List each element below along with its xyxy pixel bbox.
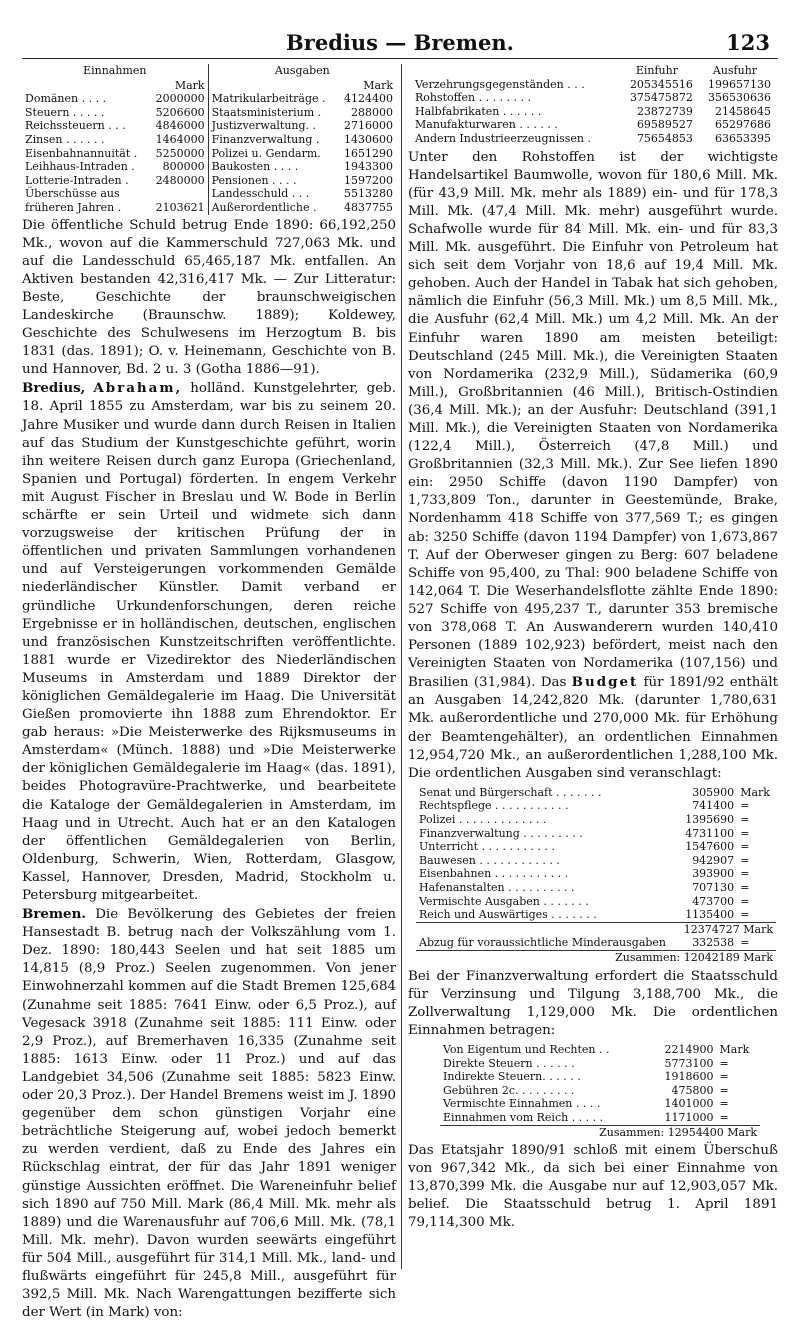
table-row [412,132,774,146]
table-row [412,78,774,92]
import-value: 75654853 [636,131,693,145]
income-value: 800000 [162,160,205,174]
expense-category: Unterricht . . . . . . . . . . . [419,840,555,854]
table-row [416,786,776,800]
table-row [440,1097,760,1111]
expense-unit: = [740,867,750,881]
expense-category: Senat und Bürgerschaft . . . . . . . [419,785,602,799]
export-value: 65297686 [715,118,771,132]
table-row [416,867,776,881]
table-row [22,106,396,120]
income-item: Zinsen . . . . . . [25,132,105,146]
expense-category: Vermischte Ausgaben . . . . . . . [419,894,589,908]
expense-category: Bauwesen . . . . . . . . . . . . [419,853,560,867]
expense-amount: 1395690 [685,813,735,827]
import-value: 375475872 [629,91,693,105]
deduction-label: Abzug für voraussichtliche Minderausgaben [419,936,667,950]
budget-term: Budget [571,674,639,691]
entry-heading-bremen: Bremen. [22,906,86,923]
expense-unit: = [740,826,750,840]
revenue-category: Indirekte Steuern. . . . . . [443,1070,581,1084]
trade-category: Halbfabrikaten . . . . . . [415,104,542,118]
revenue-category: Gebühren 2c. . . . . . . . . [443,1083,575,1097]
paragraph-bremen [22,905,396,1322]
income-value: 2000000 [155,92,205,106]
deduction-value: 332538 [692,936,735,950]
table-row [412,91,774,105]
income-unit: Mark [174,78,205,92]
table-row [22,160,396,174]
income-item: Überschüsse aus [25,187,120,201]
table-row [416,799,776,813]
expense-category: Finanzverwaltung . . . . . . . . . [419,826,583,840]
expense-amount: 942907 [692,853,735,867]
expense-value: 288000 [351,105,393,119]
expense-unit: = [740,840,750,854]
expense-item: Außerordentliche . [208,201,337,215]
expense-item: Landesschuld . . . [208,187,337,201]
table-row [416,895,776,909]
expense-unit: = [740,881,750,894]
expenses-total: 12042189 [683,950,740,964]
expense-item: Matrikularbeiträge . [208,92,337,106]
expense-item: Pensionen . . . . [208,174,337,188]
table-row [22,201,396,215]
table-row [22,133,396,147]
table-row [416,908,776,922]
table-row [416,813,776,827]
paragraph-finance: Bei der Finanzverwaltung erfordert die Staatsschuld für Verzinsung und Tilgung 3,188,700 Mk., die Zollverwaltung 1,129,000 Mk. Die ordentlichen Einnahmen betragen: [408,968,778,1038]
paragraph-fiscal-year: Das Etatsjahr 1890/91 schloß mit einem Überschuß von 967,342 Mk., da sich bei einer Einnahme von 13,870,399 Mk. die Ausgabe nur auf 12,903,057 Mk. belief. Die Staatsschuld betrug 1. April 1891 79,114,300 Mk. [408,1143,778,1231]
import-heading: Einfuhr [635,64,678,77]
expense-value: 4124400 [344,92,393,106]
revenue-unit: = [719,1056,729,1070]
expense-amount: 1135400 [685,908,735,922]
expense-amount: 305900 [692,785,735,799]
export-value: 63653395 [715,131,771,145]
import-value: 23872739 [636,104,693,118]
expense-amount: 1547600 [685,840,735,854]
income-value: 2103621 [155,200,205,214]
expense-item: Justizverwaltung. . [208,119,337,133]
revenue-unit: = [719,1083,729,1097]
table-row [440,1057,760,1071]
table-row [22,119,396,133]
budget-text: für 1891/92 enthält an Ausgaben 14,242,820 Mk. (darunter 1,780,631 Mk. außerordentliche und 270,000 Mk. für Erhöhung der Beamtengehälter), an ordentlichen Einnahmen 12,954,720 Mk., an außerordentlichen 1,288,100 Mk. Die ordentlichen Ausgaben sind veranschlagt: [408,675,778,781]
entry-name: Abraham, [93,380,183,397]
income-heading: Einnahmen [83,64,147,77]
revenue-amount: 1401000 [664,1097,714,1111]
income-value: 5206600 [155,105,205,119]
expense-unit: = [740,853,750,867]
expense-amount: 473700 [692,894,735,908]
expense-unit: Mark [363,78,393,92]
expense-heading: Ausgaben [208,64,396,79]
expense-amount: 4731100 [685,826,735,840]
expense-category: Polizei . . . . . . . . . . . . . [419,813,547,827]
table-row [416,840,776,854]
revenues-total-label: Zusammen: [599,1125,665,1139]
trade-category: Verzehrungsgegenständen . . . [415,77,585,91]
paragraph-trade [408,149,778,783]
running-title: Bredius — Bremen. [286,30,514,55]
expense-unit: = [740,799,750,813]
revenue-unit: = [719,1097,729,1111]
expense-unit: = [740,908,750,922]
right-column [408,64,778,1233]
expenses-sum-unit: Mark [743,922,773,936]
revenue-category: Vermischte Einnahmen . . . . [443,1097,601,1111]
expenses-sum: 12374727 [683,922,740,936]
expense-amount: 393900 [692,867,735,881]
income-item: Eisenbahnannuität . [25,146,138,160]
revenue-unit: = [719,1110,729,1124]
revenue-category: Direkte Steuern . . . . . . [443,1056,575,1070]
page-header [22,28,778,59]
trade-category: Rohstoffen . . . . . . . . [415,91,532,105]
expense-value: 4837755 [344,200,393,214]
expense-amount: 741400 [692,799,735,813]
export-heading: Ausfuhr [712,64,758,77]
revenue-unit: Mark [719,1042,750,1056]
trade-category: Manufakturwaren . . . . . . [415,118,558,132]
revenues-total-unit: Mark [727,1125,757,1139]
table-row [440,1111,760,1125]
trade-category: Andern Industrieerzeugnissen . [415,131,592,145]
table-row [412,105,774,119]
import-value: 69589527 [636,118,693,132]
expense-amount: 707130 [692,881,735,894]
income-item: Leihhaus-Intraden . [25,160,135,174]
table-row [412,118,774,132]
income-item: Lotterie-Intraden . [25,173,129,187]
expense-value: 1597200 [344,173,393,187]
trade-table [412,64,774,146]
expense-item: Baukosten . . . . [208,160,337,174]
table-row [416,854,776,868]
revenue-unit: = [719,1070,729,1084]
revenue-amount: 5773100 [664,1056,714,1070]
entry-text-bredius: holländ. Kunstgelehrter, geb. 18. April 1855 zu Amsterdam, war bis zu seinem 20. Jahre Musiker und wurde dann durch Reisen in Italien auf das Studium der Kunstgeschichte geführt, worin ihn weitere Reisen durch ganz Europa (Griechenland, Spanien und Portugal) förderten. In engem Verkehr mit August Fischer in Breslau und W. Bode in Berlin schärfte er sein Urteil und widmete sich dann vorzugsweise der kritischen Prüfung der in öffentlichen und privaten Sammlungen vorhandenen und auf Versteigerungen vorkommenden Gemälde niederländischer Künstler. Damit verband er gründliche Urkundenforschungen, deren reiche Ergebnisse er in holländischen, deutschen, englischen und französischen Kunstzeitschriften veröffentlichte. 1881 wurde er Vizedirektor des Niederländischen Museums in Amsterdam und 1889 Direktor der königlichen Gemäldegalerie im Haag. Die Universität Gießen promovierte ihn 1888 zum Ehrendoktor. Er gab heraus: »Die Meisterwerke des Rijksmuseums in Amsterdam« (Münch. 1888) und »Die Meisterwerke der königlichen Gemäldegalerie im Haag« (das. 1891), beides Photogravüre-Prachtwerke, und bearbeitete die Kataloge der Gemäldegalerien in Amsterdam, im Haag und in Utrecht. Auch hat er an den Katalogen der öffentlichen Gemäldegalerien von Berlin, Oldenburg, Schwerin, Wien, Rotterdam, Glasgow, Kassel, Hannover, Dresden, Madrid, Stockholm u. Petersburg mitgearbeitet. [22,381,396,903]
entry-heading-bredius: Bredius, [22,380,86,397]
revenue-amount: 1171000 [664,1110,714,1124]
income-value: 4846000 [155,119,205,133]
expense-unit: = [740,894,750,908]
income-value [149,187,208,201]
expenses-total-unit: Mark [743,950,773,964]
expenses-table [416,786,776,965]
expense-value: 1943300 [344,160,393,174]
paragraph-debt: Die öffentliche Schuld betrug Ende 1890: 66,192,250 Mk., wovon auf die Kammerschuld 727,063 Mk. und auf die Landesschuld 65,465,187 Mk. entfallen. An Aktiven bestanden 42,316,417 Mk. — Zur Litteratur: Beste, Geschichte der braunschweigischen Landeskirche (Braunschw. 1889); Koldewey, Geschichte des Schulwesens im Herzogtum B. bis 1831 (das. 1891); O. v. Heinemann, Geschichte von B. und Hannover, Bd. 2 u. 3 (Gotha 1886—91). [22,217,396,378]
income-item: Steuern . . . . . [25,105,105,119]
table-row [22,187,396,201]
expense-item: Finanzverwaltung . [208,133,337,147]
income-item: Domänen . . . . [25,92,107,106]
table-row [440,1043,760,1057]
expense-unit: = [740,813,750,827]
export-value: 199657130 [708,77,771,91]
income-value: 2480000 [155,173,205,187]
trade-text: Unter den Rohstoffen ist der wichtigste Handelsartikel Baumwolle, wovon für 180,6 Mill. Mk. (für 43,9 Mill. Mk. mehr als 1889) ein- und für 178,3 Mill. Mk. (47,4 Mill. Mk. mehr) ausgeführt wurde. Schafwolle wurde für 84 Mill. Mk. ein- und für 83,3 Mill. Mk. ausgeführt. Die Einfuhr von Petroleum hat sich seit dem Vorjahr von 18,6 auf 19,4 Mill. Mk. gehoben. Auch der Handel in Tabak hat sich gehoben, nämlich die Einfuhr (56,3 Mill. Mk.) um 8,5 Mill. Mk., die Ausfuhr (62,4 Mill. Mk.) um 4,2 Mill. Mk. An der Einfuhr waren 1890 am meisten beteiligt: Deutschland (245 Mill. Mk.), die Vereinigten Staaten von Nordamerika (232,9 Mill.), Südamerika (60,9 Mill.), Großbritannien (46 Mill.), Britisch-Ostindien (36,4 Mill. Mk.); an der Ausfuhr: Deutschland (391,1 Mill. Mk.), die Vereinigten Staaten von Nordamerika (122,4 Mill.), Österreich (47,8 Mill.) und Großbritannien (32,3 Mill. Mk.). Zur See liefen 1890 ein: 2950 Schiffe (davon 1190 Dampfer) von 1,733,809 Ton., darunter in Geestemünde, Brake, Nordenhamm 418 Schiffe von 377,569 T.; es gingen ab: 3250 Schiffe (davon 1194 Dampfer) von 1,673,867 T. Auf der Oberweser gingen zu Berg: 607 beladene Schiffe von 95,400, zu Thal: 900 beladene Schiffe von 142,064 T. Die Weserhandelsflotte zählte Ende 1890: 527 Schiffe von 495,237 T., darunter 353 bremische von 378,068 T. An Auswanderern wurden 140,410 Personen (1889 102,923) befördert, meist nach den Vereinigten Staaten von Nordamerika (107,156) und Brasilien (31,984). Das [408,149,778,691]
expenses-total-label: Zusammen: [615,950,681,964]
import-value: 205345516 [629,77,693,91]
income-value: 5250000 [155,146,205,160]
expense-category: Eisenbahnen . . . . . . . . . . . [419,867,569,881]
table-row [440,1070,760,1084]
table-row [22,92,396,106]
expense-value: 5513280 [344,187,393,201]
expense-category: Hafenanstalten . . . . . . . . . . [419,881,575,894]
finance-table [22,64,396,215]
left-column [22,64,396,1322]
expense-item: Polizei u. Gendarm. [208,147,337,161]
column-divider [401,64,402,1269]
revenue-category: Einnahmen vom Reich . . . . . [443,1110,604,1124]
expense-value: 1651290 [344,146,393,160]
paragraph-bredius [22,379,396,905]
export-value: 356530636 [708,91,771,105]
revenue-amount: 2214900 [664,1042,714,1056]
expense-item: Staatsministerium . [208,106,337,120]
table-row [416,827,776,841]
expense-category: Rechtspflege . . . . . . . . . . . [419,799,569,813]
deduction-ditto: = [740,936,750,950]
export-value: 21458645 [715,104,771,118]
revenues-total: 12954400 [667,1125,724,1139]
revenues-table [440,1043,760,1139]
table-row [22,174,396,188]
page-number: 123 [726,30,770,55]
expense-value: 2716000 [344,119,393,133]
expense-unit: Mark [740,785,770,799]
expense-value: 1430600 [344,132,393,146]
expense-category: Reich und Auswärtiges . . . . . . . [419,908,597,922]
revenue-amount: 1918600 [664,1070,714,1084]
income-item: früheren Jahren . [25,200,122,214]
table-row [22,147,396,161]
revenue-category: Von Eigentum und Rechten . . [443,1042,610,1056]
income-item: Reichssteuern . . . [25,119,126,133]
table-row [440,1084,760,1098]
entry-text-bremen: Die Bevölkerung des Gebietes der freien Hansestadt B. betrug nach der Volkszählung vom 1. Dez. 1890: 180,443 Seelen und hat seit 1885 um 14,815 (8,9 Proz.) Seelen zugenommen. Von jener Einwohnerzahl kommen auf die Stadt Bremen 125,684 (Zunahme seit 1885: 7641 Einw. oder 6,5 Proz.), auf Vegesack 3918 (Zunahme seit 1885: 111 Einw. oder 2,9 Proz.), auf Bremerhaven 16,335 (Zunahme seit 1885: 1613 Einw. oder 11 Proz.) und auf das Landgebiet 34,506 (Zunahme seit 1885: 5823 Einw. oder 20,3 Proz.). Der Handel Bremens weist im J. 1890 gegenüber dem schon günstigen Vorjahr eine beträchtliche Steigerung auf, wobei jedoch bemerkt zu werden verdient, daß zu Ende des Jahres ein Rückschlag eintrat, der für das Jahr 1891 weniger günstige Aussichten eröffnet. Die Wareneinfuhr belief sich 1890 auf 750 Mill. Mark (86,4 Mill. Mk. mehr als 1889) und die Warenausfuhr auf 706,6 Mill. Mk. (78,1 Mill. Mk. mehr). Davon wurden seewärts eingeführt für 504 Mill., ausgeführt für 314,1 Mill. Mk., land- und flußwärts eingeführt für 245,8 Mill., ausgeführt für 392,5 Mill. Mk. Nach Warengattungen bezifferte sich der Wert (in Mark) von: [22,907,396,1321]
revenue-amount: 475800 [671,1083,714,1097]
table-row [416,881,776,895]
income-value: 1464000 [155,132,205,146]
